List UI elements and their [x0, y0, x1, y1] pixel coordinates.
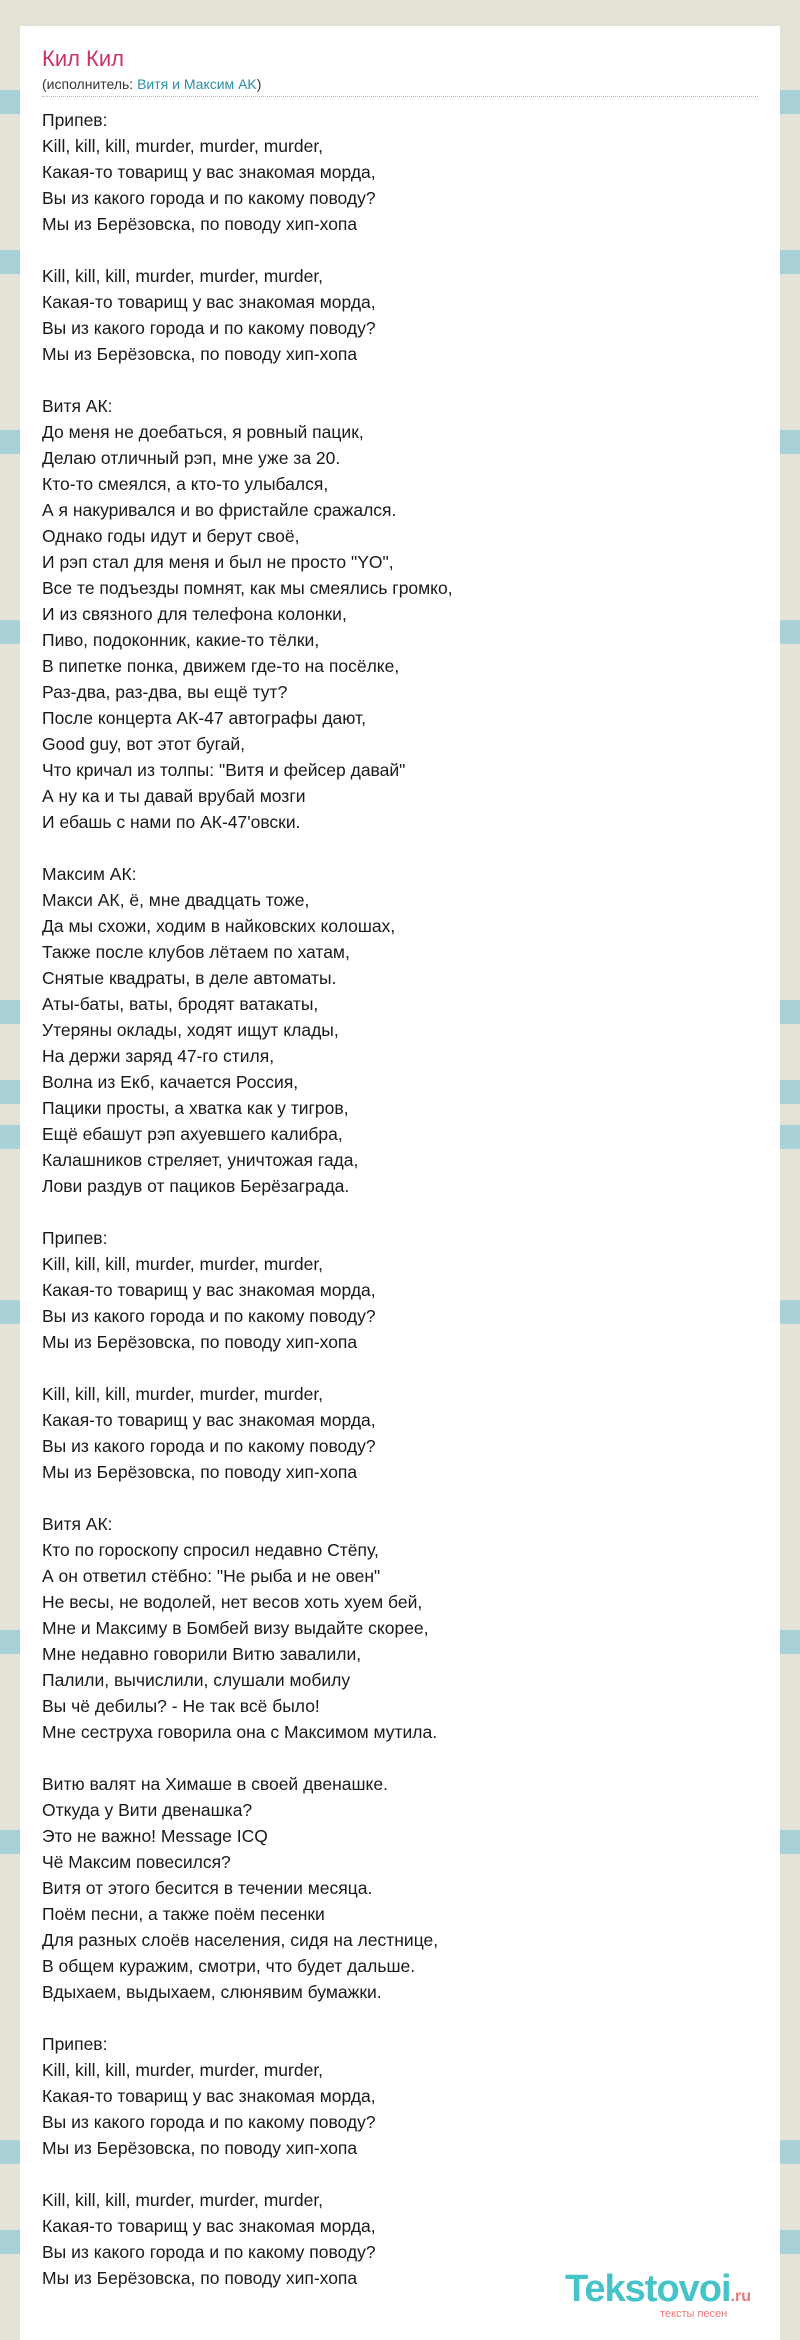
performer-link[interactable]: Витя и Максим AK: [137, 76, 257, 92]
lyric-line: Витя АК:: [42, 396, 113, 416]
lyric-line: Вы из какого города и по какому поводу?: [42, 2112, 376, 2132]
lyric-line: И рэп стал для меня и был не просто "YO",: [42, 552, 394, 572]
lyric-line: Good guy, вот этот бугай,: [42, 734, 245, 754]
lyric-line: Мы из Берёзовска, по поводу хип-хопа: [42, 344, 358, 364]
lyric-line: Вы из какого города и по какому поводу?: [42, 1436, 376, 1456]
logo-tagline: тексты песен: [660, 2308, 728, 2320]
lyrics-stanza: [42, 1771, 780, 2005]
lyric-line: Вы из какого города и по какому поводу?: [42, 1306, 376, 1326]
lyric-line: Максим АК:: [42, 864, 137, 884]
lyric-line: А он ответил стёбно: "Не рыба и не овен": [42, 1566, 381, 1586]
lyric-line: Все те подъезды помнят, как мы смеялись громко,: [42, 578, 453, 598]
lyric-line: Припев:: [42, 1228, 108, 1248]
lyric-line: Kill, kill, kill, murder, murder, murder,: [42, 2060, 324, 2080]
lyric-line: Пацики просты, а хватка как у тигров,: [42, 1098, 349, 1118]
lyric-line: Да мы схожи, ходим в найковских колошах,: [42, 916, 396, 936]
lyric-line: Калашников стреляет, уничтожая гада,: [42, 1150, 359, 1170]
lyric-line: Снятые квадраты, в деле автоматы.: [42, 968, 337, 988]
lyrics-body: [42, 107, 780, 2291]
lyric-line: А ну ка и ты давай врубай мозги: [42, 786, 306, 806]
song-title: Кил Кил: [42, 46, 124, 71]
lyrics-stanza: [42, 861, 780, 1199]
lyric-line: Вдыхаем, выдыхаем, слюнявим бумажки.: [42, 1982, 382, 2002]
lyric-line: Волна из Екб, качается Россия,: [42, 1072, 299, 1092]
lyric-line: Мне и Максиму в Бомбей визу выдайте скорее,: [42, 1618, 429, 1638]
lyric-line: До меня не доебаться, я ровный пацик,: [42, 422, 364, 442]
lyric-line: Kill, kill, kill, murder, murder, murder,: [42, 1254, 324, 1274]
lyrics-stanza: [42, 107, 780, 237]
lyric-line: Макси АК, ё, мне двадцать тоже,: [42, 890, 310, 910]
lyric-line: Пиво, подоконник, какие-то тёлки,: [42, 630, 320, 650]
lyric-line: Припев:: [42, 110, 108, 130]
lyric-line: Утеряны оклады, ходят ищут клады,: [42, 1020, 339, 1040]
lyric-line: После концерта АК-47 автографы дают,: [42, 708, 366, 728]
lyric-line: Витя от этого бесится в течении месяца.: [42, 1878, 373, 1898]
lyrics-stanza: [42, 2031, 780, 2161]
lyric-line: Мне недавно говорили Витю завалили,: [42, 1644, 362, 1664]
lyrics-stanza: [42, 1225, 780, 1355]
lyric-line: Палили, вычислили, слушали мобилу: [42, 1670, 351, 1690]
lyric-line: Что кричал из толпы: "Витя и фейсер давай": [42, 760, 406, 780]
lyric-line: Вы чё дебилы? - Не так всё было!: [42, 1696, 320, 1716]
lyric-line: А я накуривался и во фристайле сражался.: [42, 500, 397, 520]
lyric-line: Для разных слоёв населения, сидя на лестнице,: [42, 1930, 439, 1950]
lyric-line: Какая-то товарищ у вас знакомая морда,: [42, 162, 376, 182]
performer-suffix: ): [256, 76, 262, 92]
lyric-line: Кто-то смеялся, а кто-то улыбался,: [42, 474, 329, 494]
lyric-line: Вы из какого города и по какому поводу?: [42, 318, 376, 338]
lyric-line: Однако годы идут и берут своё,: [42, 526, 300, 546]
lyric-line: И ебашь с нами по АК-47'овски.: [42, 812, 301, 832]
lyrics-stanza: [42, 1511, 780, 1745]
lyric-line: Вы из какого города и по какому поводу?: [42, 2242, 376, 2262]
lyric-line: Мы из Берёзовска, по поводу хип-хопа: [42, 1332, 358, 1352]
lyric-line: Также после клубов лётаем по хатам,: [42, 942, 350, 962]
lyrics-stanza: [42, 393, 780, 835]
lyric-line: В пипетке понка, движем где-то на посёлке,: [42, 656, 400, 676]
site-logo[interactable]: [565, 2268, 785, 2328]
lyric-line: Какая-то товарищ у вас знакомая морда,: [42, 2086, 376, 2106]
lyric-line: Аты-баты, ваты, бродят ватакаты,: [42, 994, 319, 1014]
lyric-line: Делаю отличный рэп, мне уже за 20.: [42, 448, 341, 468]
lyric-line: Припев:: [42, 2034, 108, 2054]
lyric-line: На держи заряд 47-го стиля,: [42, 1046, 275, 1066]
lyric-line: Лови раздув от пациков Берёзаграда.: [42, 1176, 350, 1196]
lyric-line: Мы из Берёзовска, по поводу хип-хопа: [42, 1462, 358, 1482]
lyric-line: Kill, kill, kill, murder, murder, murder,: [42, 266, 324, 286]
lyric-line: Ещё ебашут рэп ахуевшего калибра,: [42, 1124, 343, 1144]
lyric-line: Вы из какого города и по какому поводу?: [42, 188, 376, 208]
lyric-line: Мы из Берёзовска, по поводу хип-хопа: [42, 214, 358, 234]
lyric-line: Какая-то товарищ у вас знакомая морда,: [42, 2216, 376, 2236]
logo-text: Tekstovoi: [565, 2268, 731, 2310]
lyric-line: Кто по гороскопу спросил недавно Стёпу,: [42, 1540, 379, 1560]
logo-tld: .ru: [730, 2288, 752, 2305]
lyric-line: Kill, kill, kill, murder, murder, murder,: [42, 136, 324, 156]
lyric-line: Раз-два, раз-два, вы ещё тут?: [42, 682, 288, 702]
lyric-line: Какая-то товарищ у вас знакомая морда,: [42, 1410, 376, 1430]
lyric-line: Kill, kill, kill, murder, murder, murder,: [42, 2190, 324, 2210]
lyric-line: Это не важно! Message ICQ: [42, 1826, 268, 1846]
lyric-line: Какая-то товарищ у вас знакомая морда,: [42, 1280, 376, 1300]
lyric-line: Не весы, не водолей, нет весов хоть хуем бей,: [42, 1592, 423, 1612]
lyrics-panel: [20, 26, 780, 2340]
performer-prefix: (исполнитель:: [42, 76, 138, 92]
lyric-line: Мы из Берёзовска, по поводу хип-хопа: [42, 2138, 358, 2158]
lyric-line: Витя АК:: [42, 1514, 113, 1534]
performer-line: [42, 74, 758, 97]
lyric-line: Чё Максим повесился?: [42, 1852, 231, 1872]
lyrics-stanza: [42, 263, 780, 367]
lyric-line: В общем куражим, смотри, что будет дальше.: [42, 1956, 416, 1976]
lyric-line: И из связного для телефона колонки,: [42, 604, 347, 624]
lyric-line: Витю валят на Химаше в своей двенашке.: [42, 1774, 388, 1794]
lyrics-stanza: [42, 1381, 780, 1485]
lyric-line: Откуда у Вити двенашка?: [42, 1800, 253, 1820]
lyric-line: Kill, kill, kill, murder, murder, murder,: [42, 1384, 324, 1404]
lyric-line: Мы из Берёзовска, по поводу хип-хопа: [42, 2268, 358, 2288]
lyric-line: Поём песни, а также поём песенки: [42, 1904, 325, 1924]
lyric-line: Какая-то товарищ у вас знакомая морда,: [42, 292, 376, 312]
lyric-line: Мне сеструха говорила она с Максимом мутила.: [42, 1722, 438, 1742]
